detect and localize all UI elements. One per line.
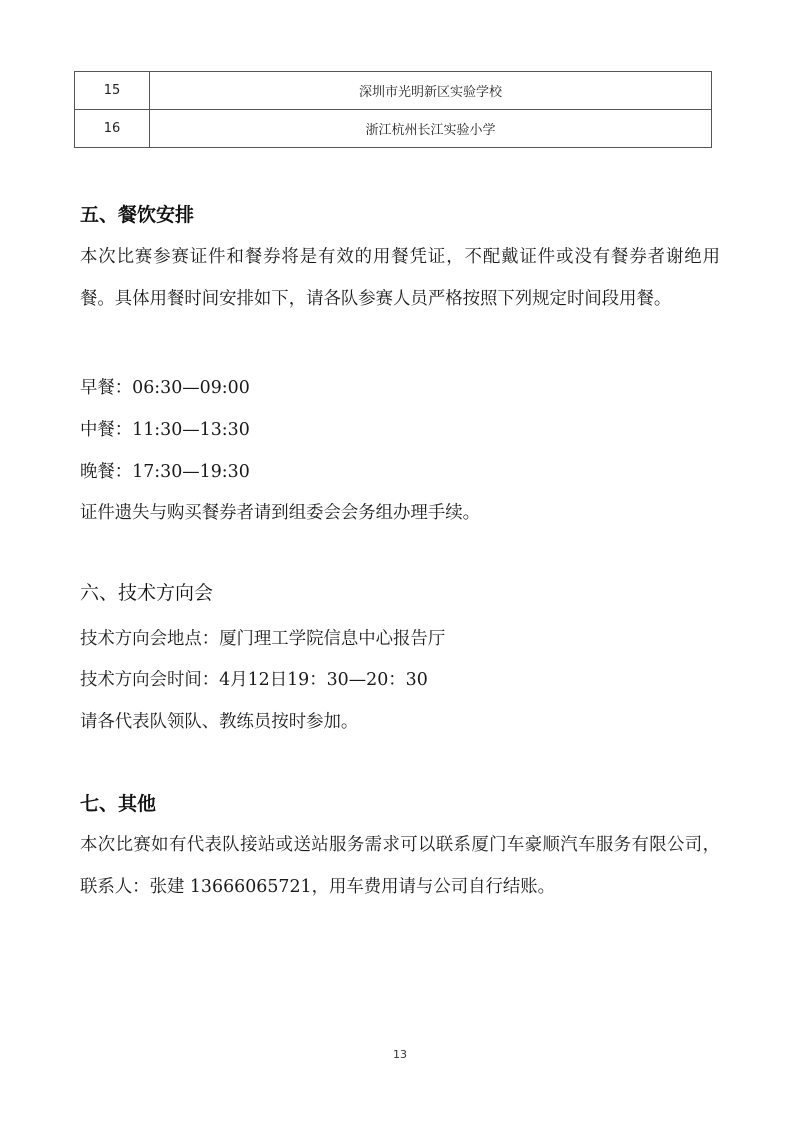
meeting-location: 技术方向会地点：厦门理工学院信息中心报告厅 — [80, 629, 446, 649]
row-number: 15 — [75, 72, 150, 110]
section6-title: 六、技术方向会 — [80, 582, 214, 604]
section5-note: 证件遗失与购买餐券者请到组委会会务组办理手续。 — [80, 503, 480, 523]
breakfast-time: 早餐：06:30—09:00 — [80, 378, 250, 398]
row-number: 16 — [75, 110, 150, 148]
section5-paragraph: 本次比赛参赛证件和餐券将是有效的用餐凭证，不配戴证件或没有餐券者谢绝用餐。具体用餐时间安排如下，请各队参赛人员严格按照下列规定时间段用餐。 — [80, 247, 720, 309]
school-name: 深圳市光明新区实验学校 — [150, 72, 712, 110]
page-number: 13 — [393, 1048, 407, 1061]
table-row — [75, 72, 712, 110]
participant-table — [74, 71, 712, 148]
dinner-time: 晚餐：17:30—19:30 — [80, 462, 250, 482]
section7-paragraph: 本次比赛如有代表队接站或送站服务需求可以联系厦门车豪顺汽车服务有限公司，联系人：张建 13666065721，用车费用请与公司自行结账。 — [80, 835, 720, 897]
school-name: 浙江杭州长江实验小学 — [150, 110, 712, 148]
meeting-time: 技术方向会时间：4月12日19：30—20：30 — [80, 670, 428, 690]
lunch-time: 中餐：11:30—13:30 — [80, 420, 250, 440]
table-row — [75, 110, 712, 148]
section7-title: 七、其他 — [80, 793, 157, 815]
section5-title: 五、餐饮安排 — [80, 204, 195, 226]
section6-note: 请各代表队领队、教练员按时参加。 — [80, 712, 359, 732]
